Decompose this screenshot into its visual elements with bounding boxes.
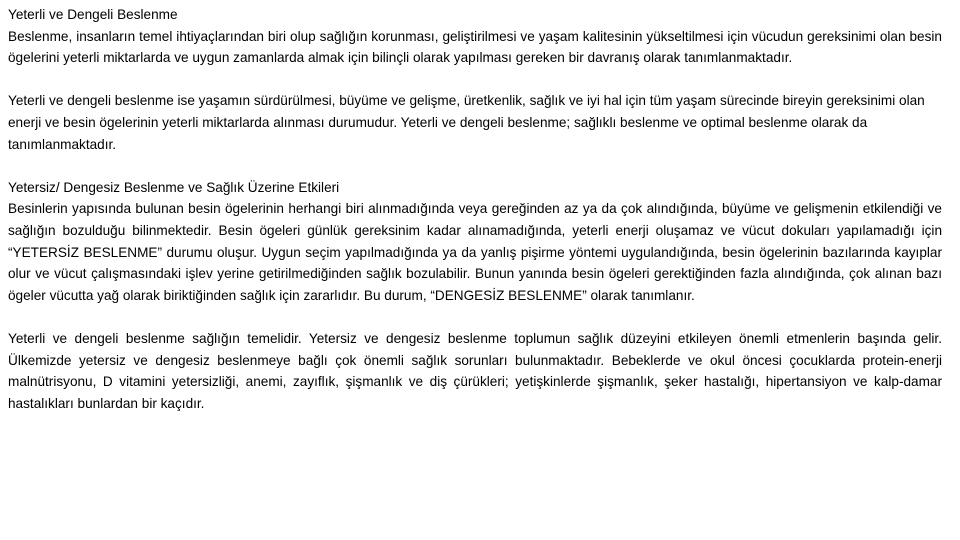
paragraph-definition: Beslenme, insanların temel ihtiyaçlarından biri olup sağlığın korunması, geliştirilmesi ve yaşam kalitesinin yükseltilmesi için vücudun gereksinimi olan besin ögelerini yeterli miktarlarda ve uygun zamanlarda almak için bilinçli olarak yapılması gereken bir davranış olarak tanımlanmaktadır. [8, 28, 942, 66]
section-balanced-nutrition-detail [8, 90, 942, 155]
paragraph-health-problems: Yeterli ve dengeli beslenme sağlığın temelidir. Yetersiz ve dengesiz beslenme toplumun sağlık düzeyini etkileyen önemli etmenlerin başında gelir. Ülkemizde yetersiz ve dengesiz beslenmeye bağlı çok önemli sağlık sorunları bulunmaktadır. Bebeklerde ve okul öncesi çocuklarda protein-enerji malnütrisyonu, D vitamini yetersizliği, anemi, zayıflık, şişmanlık ve diş çürükleri; yetişkinlerde şişmanlık, şeker hastalığı, hipertansiyon ve kalp-damar hastalıkları bunlardan bir kaçıdır. [8, 330, 942, 411]
paragraph-spacer [8, 155, 942, 177]
document-page [8, 4, 942, 414]
paragraph-balanced-nutrition: Yeterli ve dengeli beslenme ise yaşamın sürdürülmesi, büyüme ve gelişme, üretkenlik, sağlık ve iyi hal için tüm yaşam sürecinde bireyin gereksinimi olan enerji ve besin ögelerinin yeterli miktarlarda alınması durumudur. Yeterli ve dengeli beslenme; sağlıklı beslenme ve optimal beslenme olarak da tanımlanmaktadır. [8, 93, 925, 152]
section-health-problems [8, 328, 942, 414]
paragraph-spacer [8, 306, 942, 328]
section-malnutrition-effects [8, 177, 942, 307]
paragraph-malnutrition: Besinlerin yapısında bulunan besin ögelerinin herhangi biri alınmadığında veya gereğinden az ya da çok alındığında, büyüme ve gelişmenin etkilendiği ve sağlığın bozulduğu bilinmektedir. Besin ögeleri günlük gereksinim kadar alınamadığında, yeterli enerji oluşamaz ve vücut dokuları yapılamadığı için “YETERSİZ BESLENME” durumu oluşur. Uygun seçim yapılmadığında ya da yanlış pişirme yöntemi uygulandığında, besin ögelerinin bazılarında kayıplar olur ve vücut çalışmasındaki işlev yerine getirilmediğinden sağlık bozulabilir. Bunun yanında besin ögeleri gerektiğinden fazla alındığında, çok alınan bazı ögeler vücutta yağ olarak biriktiğinden sağlık için zararlıdır. Bu durum, “DENGESİZ BESLENME” olarak tanımlanır. [8, 201, 942, 303]
paragraph-spacer [8, 69, 942, 91]
section-heading: Yetersiz/ Dengesiz Beslenme ve Sağlık Üzerine Etkileri [8, 179, 340, 195]
section-heading: Yeterli ve Dengeli Beslenme [8, 7, 178, 22]
section-adequate-balanced-nutrition [8, 4, 942, 69]
